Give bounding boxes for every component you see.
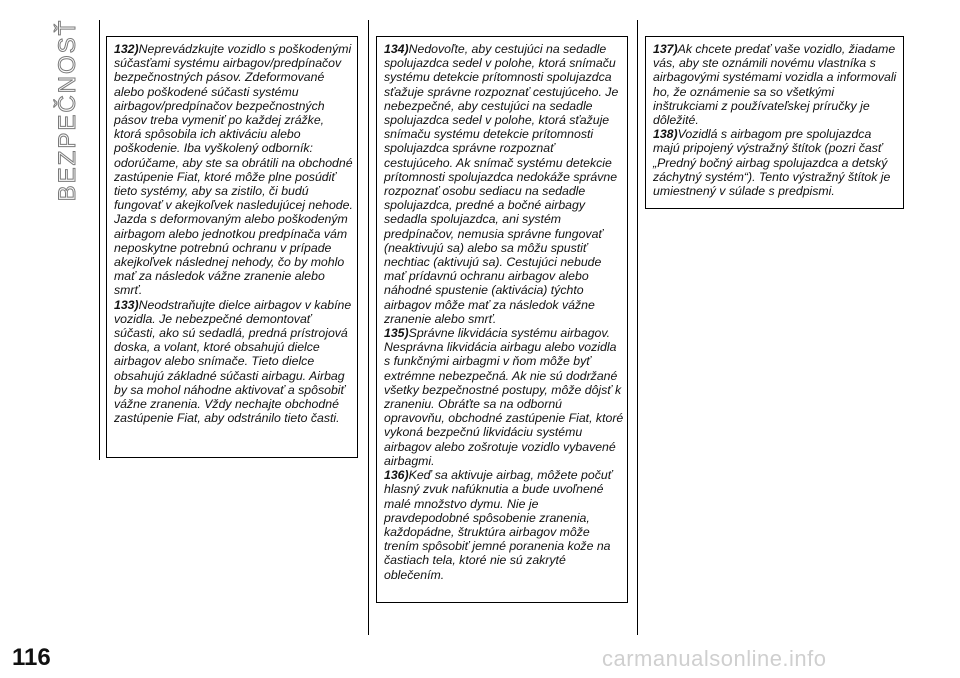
notes-column-3 <box>653 42 900 198</box>
note-135 <box>384 326 624 468</box>
notes-column-2 <box>384 42 624 582</box>
note-138 <box>653 127 900 198</box>
section-title: BEZPEČNOSŤ <box>54 18 81 202</box>
watermark: carmanualsonline.info <box>602 646 827 671</box>
note-number: 133) <box>114 297 139 312</box>
section-title-wrap <box>48 18 88 202</box>
note-number: 136) <box>384 468 409 483</box>
page-number: 116 <box>12 644 51 671</box>
note-text: Neprevádzkujte vozidlo s poškodenými súčasťami systému airbagov/predpínačov bezpečnostných pásov. Zdeformované alebo poškodené súčasti systému airbagov/predpínačov bezpečnostných pásov treba vymeniť po každej zrážke, ktorá spôsobila ich aktiváciu alebo poškodenie. Iba vyškolený odborník: odorúčame, aby ste sa obrátili na obchodné zastúpenie Fiat, ktoré môže plne posúdiť tieto systémy, aby sa zistilo, či budú fungovať v akejkoľvek nasledujúcej nehode. Jazda s deformovaným alebo poškodeným airbagom alebo jednotkou predpínača vám neposkytne potrebnú ochranu v prípade akejkoľvek následnej nehody, čo by mohlo mať za následok vážne zranenie alebo smrť. <box>114 42 353 298</box>
note-134 <box>384 42 624 326</box>
note-number: 134) <box>384 42 409 56</box>
note-text: Vozidlá s airbagom pre spolujazdca majú pripojený výstražný štítok (pozri časť „Predný bočný airbag spolujazdca a detský záchytný systém“). Tento výstražný štítok je umiestnený v súlade s predpismi. <box>653 127 891 199</box>
note-137 <box>653 42 900 127</box>
column-divider-left <box>99 20 100 460</box>
note-136 <box>384 468 624 582</box>
note-number: 135) <box>384 326 409 341</box>
note-132 <box>114 42 354 298</box>
note-text: Neodstraňujte dielce airbagov v kabíne vozidla. Je nebezpečné demontovať súčasti, ako sú sedadlá, predná prístrojová doska, a volant, ktoré obsahujú dielce airbagov alebo snímače. Tieto dielce obsahujú základné súčasti airbagu. Airbag by sa mohol náhodne aktivovať a spôsobiť vážne zranenia. Vždy nechajte obchodné zastúpenie Fiat, aby odstránilo tieto časti. <box>114 297 352 426</box>
note-text: Správne likvidácia systému airbagov. Nesprávna likvidácia airbagu alebo vozidla s funkčnými airbagmi v ňom môže byť extrémne nebezpečná. Ak nie sú dodržané všetky bezpečnostné postupy, môže dôjsť k zraneniu. Obráťte sa na odbornú opravovňu, obchodné zastúpenie Fiat, ktoré vykoná bezpečnú likvidáciu systému airbagov alebo zošrotuje vozidlo vybavené airbagmi. <box>384 326 624 468</box>
column-divider-middle <box>368 20 369 635</box>
note-text: Nedovoľte, aby cestujúci na sedadle spolujazdca sedel v polohe, ktorá snímaču systému detekcie prítomnosti spolujazdca sťažuje správne rozpoznať cestujúceho. Je nebezpečné, aby cestujúci na sedadle spolujazdca sedel v polohe, ktorá sťažuje snímaču systému detekcie prítomnosti spolujazdca správne rozpoznať cestujúceho. Ak snímač systému detekcie prítomnosti spolujazdca nedokáže správne rozpoznať osobu sediacu na sedadle spolujazdca, predné a bočné airbagy sedadla spolujazdca, ani systém predpínačov, nemusia správne fungovať (neaktivujú sa) alebo sa môžu spustiť nechtiac (aktivujú sa). Cestujúci nebude mať prídavnú ochranu airbagov alebo náhodné spustenie (aktivácia) týchto airbagov môže mať za následok vážne zranenie alebo smrť. <box>384 42 619 326</box>
column-divider-right <box>637 20 638 635</box>
note-text: Ak chcete predať vaše vozidlo, žiadame vás, aby ste oznámili novému vlastníka s airbagovými systémami vozidla a informovali ho, že oznámenie sa so všetkými inštrukciami z používateľskej príručky je dôležité. <box>653 42 897 128</box>
note-number: 132) <box>114 42 139 56</box>
note-number: 137) <box>653 42 678 56</box>
notes-column-1 <box>114 42 354 425</box>
note-133 <box>114 298 354 426</box>
note-number: 138) <box>653 127 678 142</box>
note-text: Keď sa aktivuje airbag, môžete počuť hlasný zvuk nafúknutia a bude uvoľnené malé množstvo dymu. Nie je pravdepodobné spôsobenie zranenia, každopádne, štruktúra airbagov môže trením spôsobiť jemné poranenia kože na častiach tela, ktoré nie sú zakryté oblečením. <box>384 468 613 582</box>
